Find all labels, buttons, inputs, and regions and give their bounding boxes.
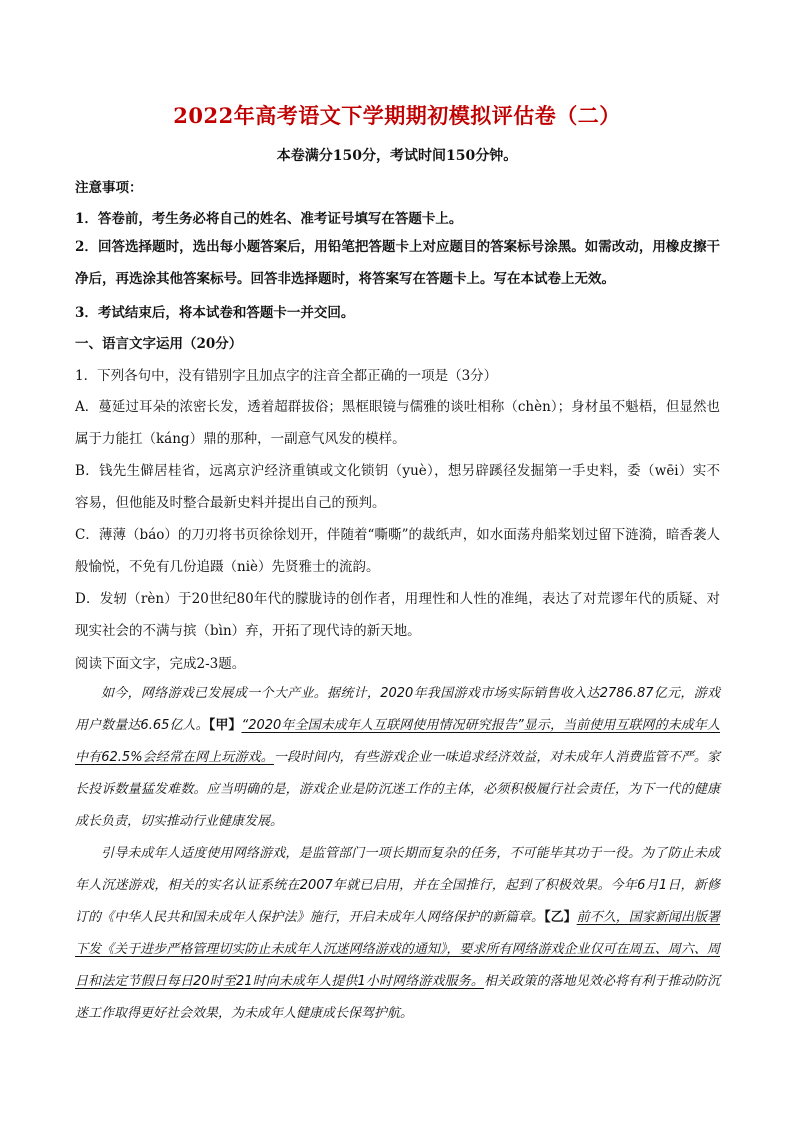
passage-marker-yi: 【乙】: [544, 910, 577, 925]
question-1-stem: 1．下列各句中，没有错别字且加点字的注音全都正确的一项是（3分）: [75, 368, 498, 384]
notice-item-1: 1．答卷前，考生务必将自己的姓名、准考证号填写在答题卡上。: [75, 211, 463, 227]
option-d: D．发轫（rèn）于20世纪80年代的朦胧诗的创作者，用理性和人性的准绳，表达了对荒谬年代的质疑、对现实社会的不满与摈（bìn）弃，开拓了现代诗的新天地。: [75, 591, 720, 639]
option-c: C．薄薄（báo）的刀刃将书页徐徐划开，伴随着“嘶嘶”的裁纸声，如水面荡舟船桨划过留下涟漪，暗香袭人般愉悦，不免有几份追蹑（niè）先贤雅士的流韵。: [75, 527, 720, 575]
passage-paragraph-1: [75, 678, 720, 838]
notice-item-3: 3．考试结束后，将本试卷和答题卡一并交回。: [75, 305, 355, 321]
passage-p1-text-b: 一段时间内，有些游戏企业一味追求经济效益，对未成年人消费监管不严。家长投诉数量猛发难数。应当明确的是，游戏企业是防沉迷工作的主体，必须积极履行社会责任，为下一代的健康成长负责，切实推动行业健康发展。: [75, 750, 720, 829]
passage-marker-jia: 【甲】: [208, 718, 242, 733]
passage-p1-underlined: “2020年全国未成年人互联网使用情况研究报告”显示，当前使用互联网的未成年人中有62.5%会经常在网上玩游戏。: [75, 718, 720, 765]
notice-item-2: 2．回答选择题时，选出每小题答案后，用铅笔把答题卡上对应题目的答案标号涂黑。如需改动，用橡皮擦干净后，再选涂其他答案标号。回答非选择题时，将答案写在答题卡上。写在本试卷上无效。: [75, 239, 720, 287]
page-title: 2022年高考语文下学期期初模拟评估卷（二）: [173, 103, 621, 128]
passage-p2-text-a: 引导未成年人适度使用网络游戏，是监管部门一项长期而复杂的任务，不可能毕其功于一役。为了防止未成年人沉迷游戏，相关的实名认证系统在2007年就已启用，并在全国推行，起到了积极效果。今年6月1日，新修订的《中华人民共和国未成年人保护法》施行，开启未成年人网络保护的新篇章。: [75, 846, 720, 925]
exam-subtitle: 本卷满分150分，考试时间150分钟。: [276, 148, 518, 164]
notice-heading: 注意事项：: [75, 180, 143, 196]
option-b: B．钱先生僻居桂省，远离京沪经济重镇或文化锁钥（yuè），想另辟蹊径发掘第一手史料，委（wēi）实不容易，但他能及时整合最新史料并提出自己的预判。: [75, 463, 720, 511]
passage-p2-underlined: 前不久，国家新闻出版署下发《关于进步严格管理切实防止未成年人沉迷网络游戏的通知》，要求所有网络游戏企业仅可在周五、周六、周日和法定节假日每日20时至21时向未成年人提供1小时网络游戏服务。: [75, 910, 720, 989]
section-heading: 一、语言文字运用（20分）: [75, 336, 243, 352]
passage-p1-text-a: 如今，网络游戏已发展成一个大产业。据统计，2020年我国游戏市场实际销售收入达2786.87亿元，游戏用户数量达6.65亿人。: [75, 686, 720, 733]
passage-p2-text-b: 相关政策的落地见效必将有利于推动防沉迷工作取得更好社会效果，为未成年人健康成长保驾护航。: [75, 974, 720, 1021]
passage-paragraph-2: [75, 838, 720, 1030]
option-a: A．蔓延过耳朵的浓密长发，透着超群拔俗；黑框眼镜与儒雅的谈吐相称（chèn）；身材虽不魁梧，但显然也属于力能扛（káng）鼎的那种，一副意气风发的模样。: [75, 399, 720, 447]
reading-prompt: 阅读下面文字，完成2-3题。: [75, 656, 246, 672]
